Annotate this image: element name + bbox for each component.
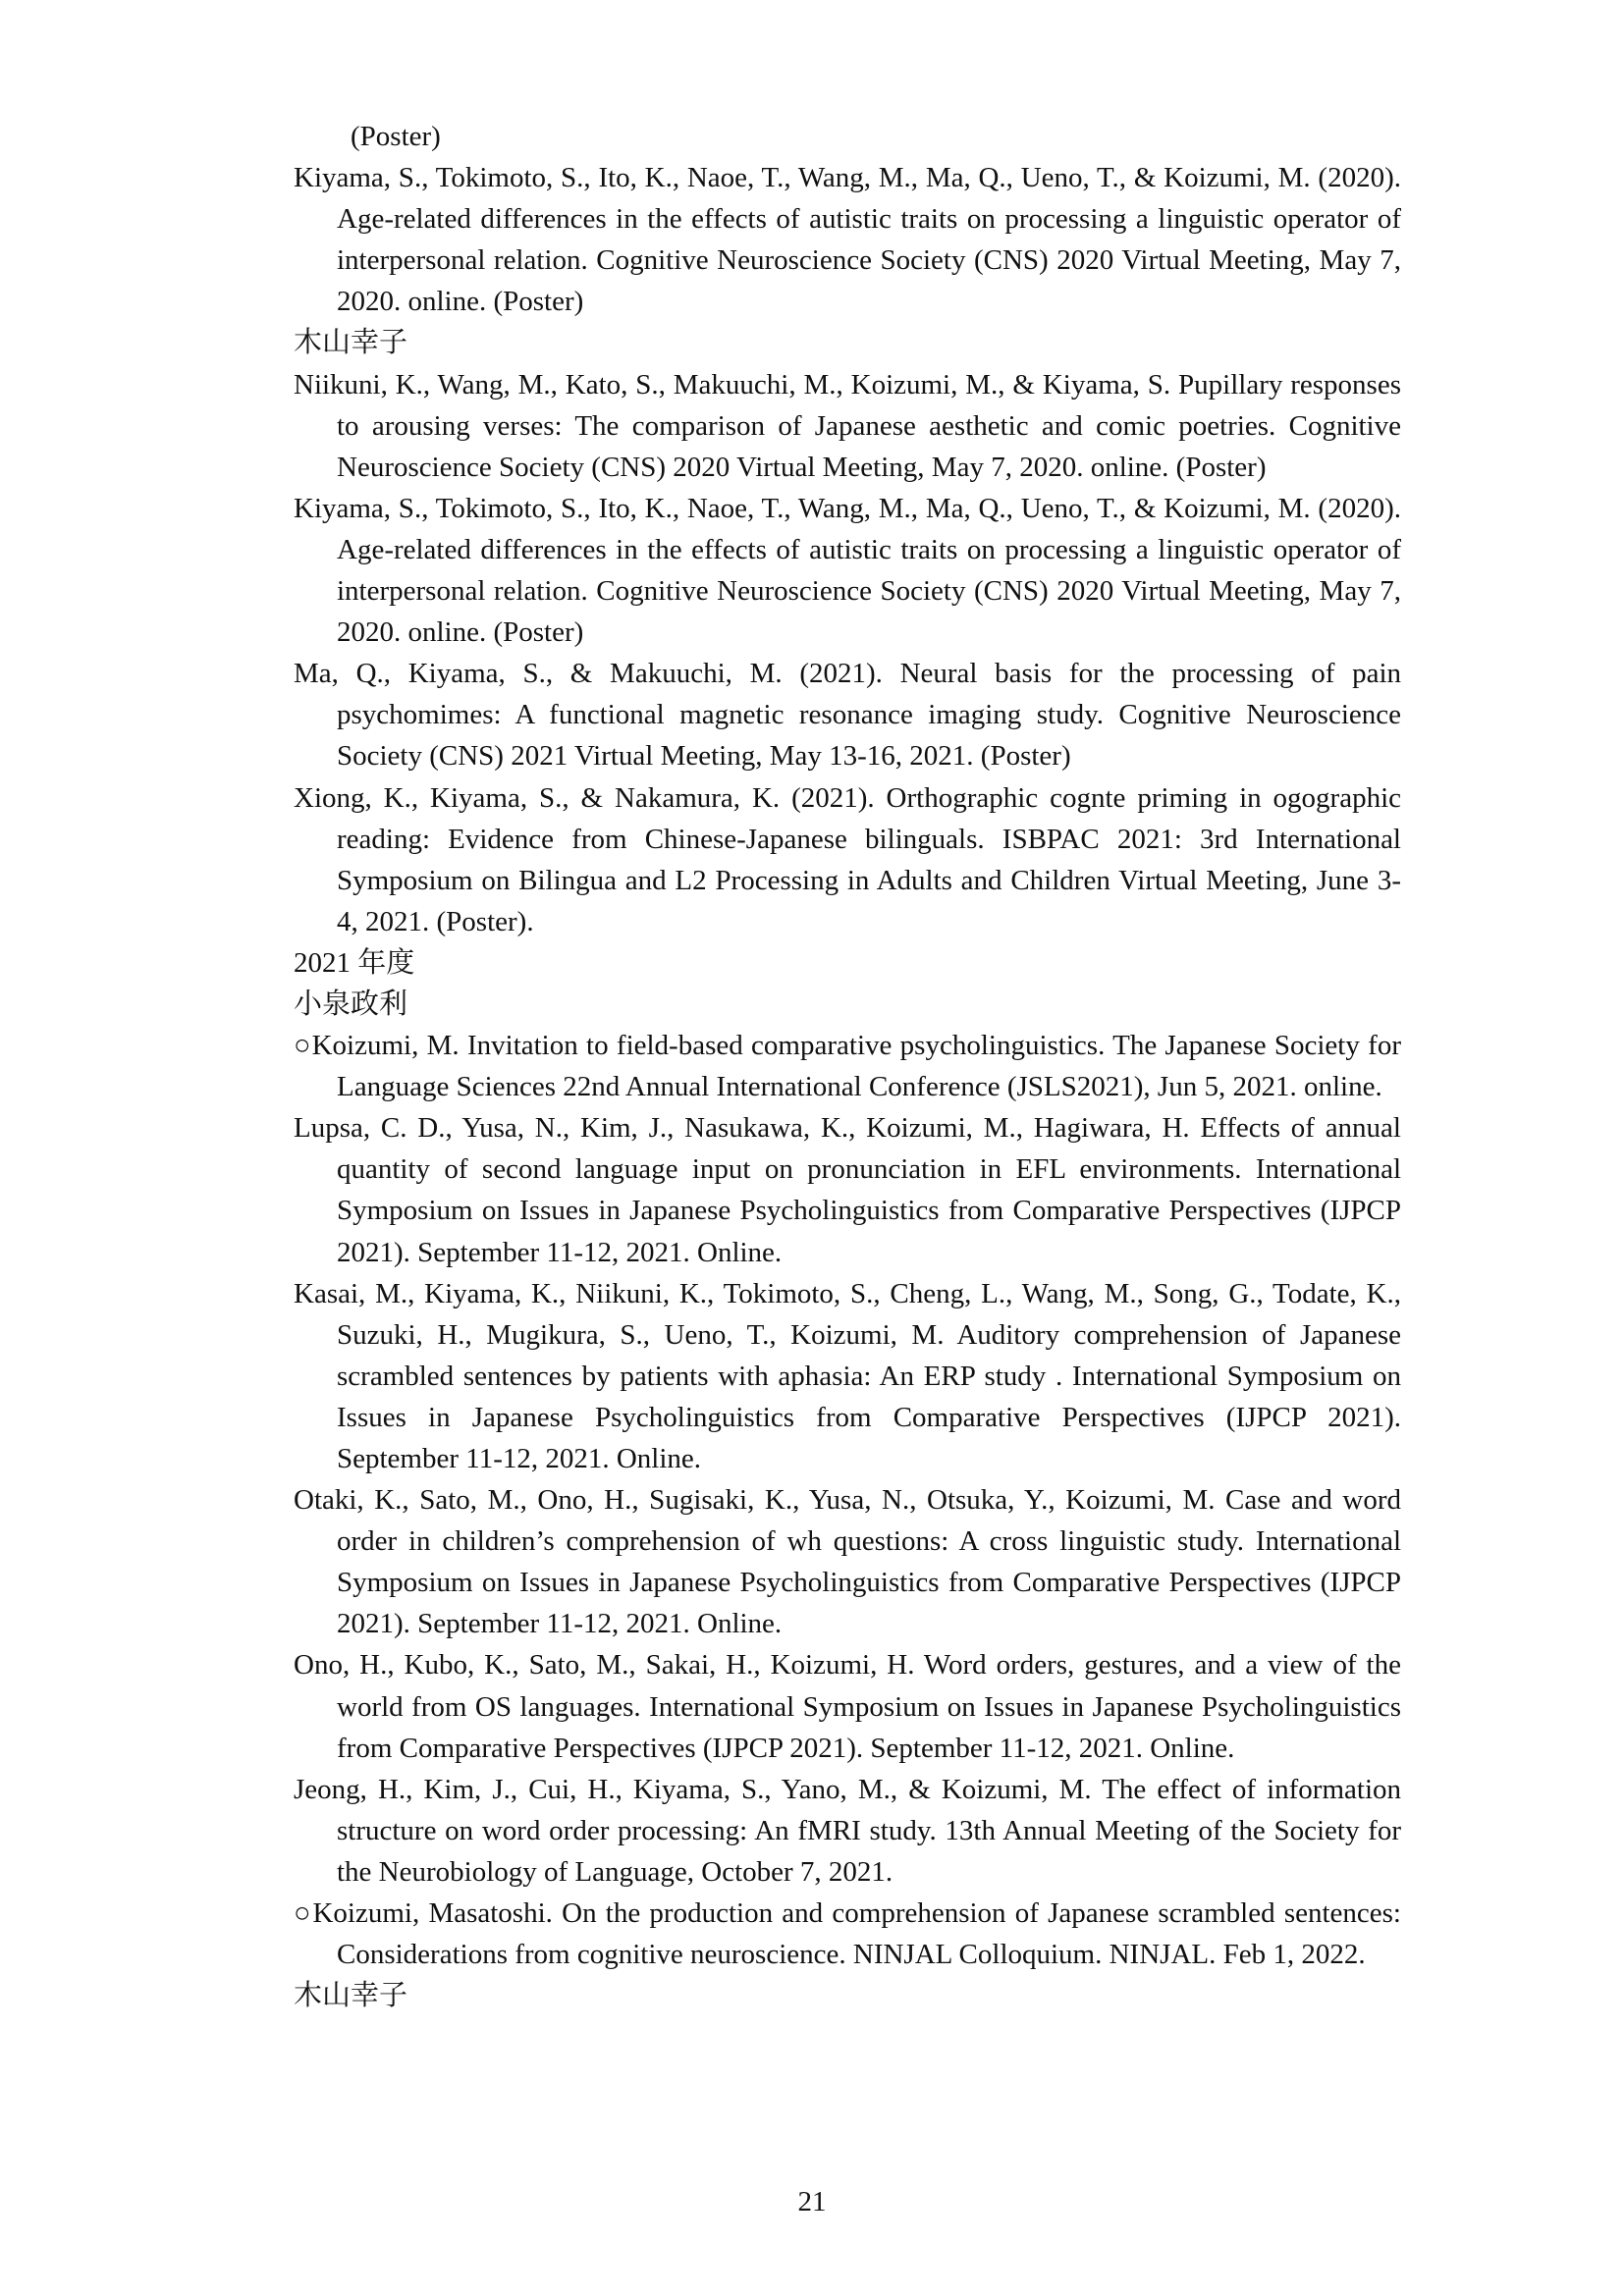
document-page <box>294 116 1401 2016</box>
page-number: 21 <box>797 2186 827 2217</box>
reference-entry: Ma, Q., Kiyama, S., & Makuuchi, M. (2021). Neural basis for the processing of pain psychomimes: A functional magnetic resonance imaging study. Cognitive Neuroscience Society (CNS) 2021 Virtual Meeting, May 13-16, 2021. (Poster) <box>294 658 1401 773</box>
reference-entry: Niikuni, K., Wang, M., Kato, S., Makuuchi, M., Koizumi, M., & Kiyama, S. Pupillary responses to arousing verses: The comparison of Japanese aesthetic and comic poetries. Cognitive Neuroscience Society (CNS) 2020 Virtual Meeting, May 7, 2020. online. (Poster) <box>294 368 1401 483</box>
reference-entry: Kiyama, S., Tokimoto, S., Ito, K., Naoe, T., Wang, M., Ma, Q., Ueno, T., & Koizumi, M. (2020). Age-related differences in the effects of autistic traits on processing a linguistic operator of interpersonal relation. Cognitive Neuroscience Society (CNS) 2020 Virtual Meeting, May 7, 2020. online. (Poster) <box>294 162 1401 318</box>
reference-entry: Jeong, H., Kim, J., Cui, H., Kiyama, S., Yano, M., & Koizumi, M. The effect of information structure on word order processing: An fMRI study. 13th Annual Meeting of the Society for the Neurobiology of Language, October 7, 2021. <box>294 1773 1401 1888</box>
author-heading: 木山幸子 <box>294 1980 408 2012</box>
reference-entry: Kasai, M., Kiyama, K., Niikuni, K., Tokimoto, S., Cheng, L., Wang, M., Song, G., Todate, K., Suzuki, H., Mugikura, S., Ueno, T., Koizumi, M. Auditory comprehension of Japanese scrambled sentences by patients with aphasia: An ERP study . International Symposium on Issues in Japanese Psycholinguistics from Comparative Perspectives (IJPCP 2021). September 11-12, 2021. Online. <box>294 1277 1401 1474</box>
continuation-text: (Poster) <box>351 121 441 152</box>
reference-entry: Kiyama, S., Tokimoto, S., Ito, K., Naoe, T., Wang, M., Ma, Q., Ueno, T., & Koizumi, M. (2020). Age-related differences in the effects of autistic traits on processing a linguistic operator of interpersonal relation. Cognitive Neuroscience Society (CNS) 2020 Virtual Meeting, May 7, 2020. online. (Poster) <box>294 492 1401 649</box>
reference-entry: Otaki, K., Sato, M., Ono, H., Sugisaki, K., Yusa, N., Otsuka, Y., Koizumi, M. Case and word order in children’s comprehension of wh questions: A cross linguistic study. International Symposium on Issues in Japanese Psycholinguistics from Comparative Perspectives (IJPCP 2021). September 11-12, 2021. Online. <box>294 1484 1401 1640</box>
author-heading: 木山幸子 <box>294 327 408 359</box>
reference-entry: Lupsa, C. D., Yusa, N., Kim, J., Nasukawa, K., Koizumi, M., Hagiwara, H. Effects of annual quantity of second language input on pronunciation in EFL environments. International Symposium on Issues in Japanese Psycholinguistics from Comparative Perspectives (IJPCP 2021). September 11-12, 2021. Online. <box>294 1112 1401 1268</box>
author-heading: 小泉政利 <box>294 988 408 1020</box>
reference-entry: ○Koizumi, M. Invitation to field-based comparative psycholinguistics. The Japanese Society for Language Sciences 22nd Annual International Conference (JSLS2021), Jun 5, 2021. online. <box>294 1030 1401 1103</box>
reference-entry: Ono, H., Kubo, K., Sato, M., Sakai, H., Koizumi, H. Word orders, gestures, and a view of the world from OS languages. International Symposium on Issues in Japanese Psycholinguistics from Comparative Perspectives (IJPCP 2021). September 11-12, 2021. Online. <box>294 1649 1401 1764</box>
year-heading: 2021 年度 <box>294 946 415 979</box>
reference-entry: ○Koizumi, Masatoshi. On the production and comprehension of Japanese scrambled sentences: Considerations from cognitive neuroscience. NINJAL Colloquium. NINJAL. Feb 1, 2022. <box>294 1897 1401 1971</box>
reference-entry: Xiong, K., Kiyama, S., & Nakamura, K. (2021). Orthographic cognte priming in ogographic reading: Evidence from Chinese-Japanese bilinguals. ISBPAC 2021: 3rd International Symposium on Bilingua and L2 Processing in Adults and Children Virtual Meeting, June 3-4, 2021. (Poster). <box>294 781 1401 937</box>
